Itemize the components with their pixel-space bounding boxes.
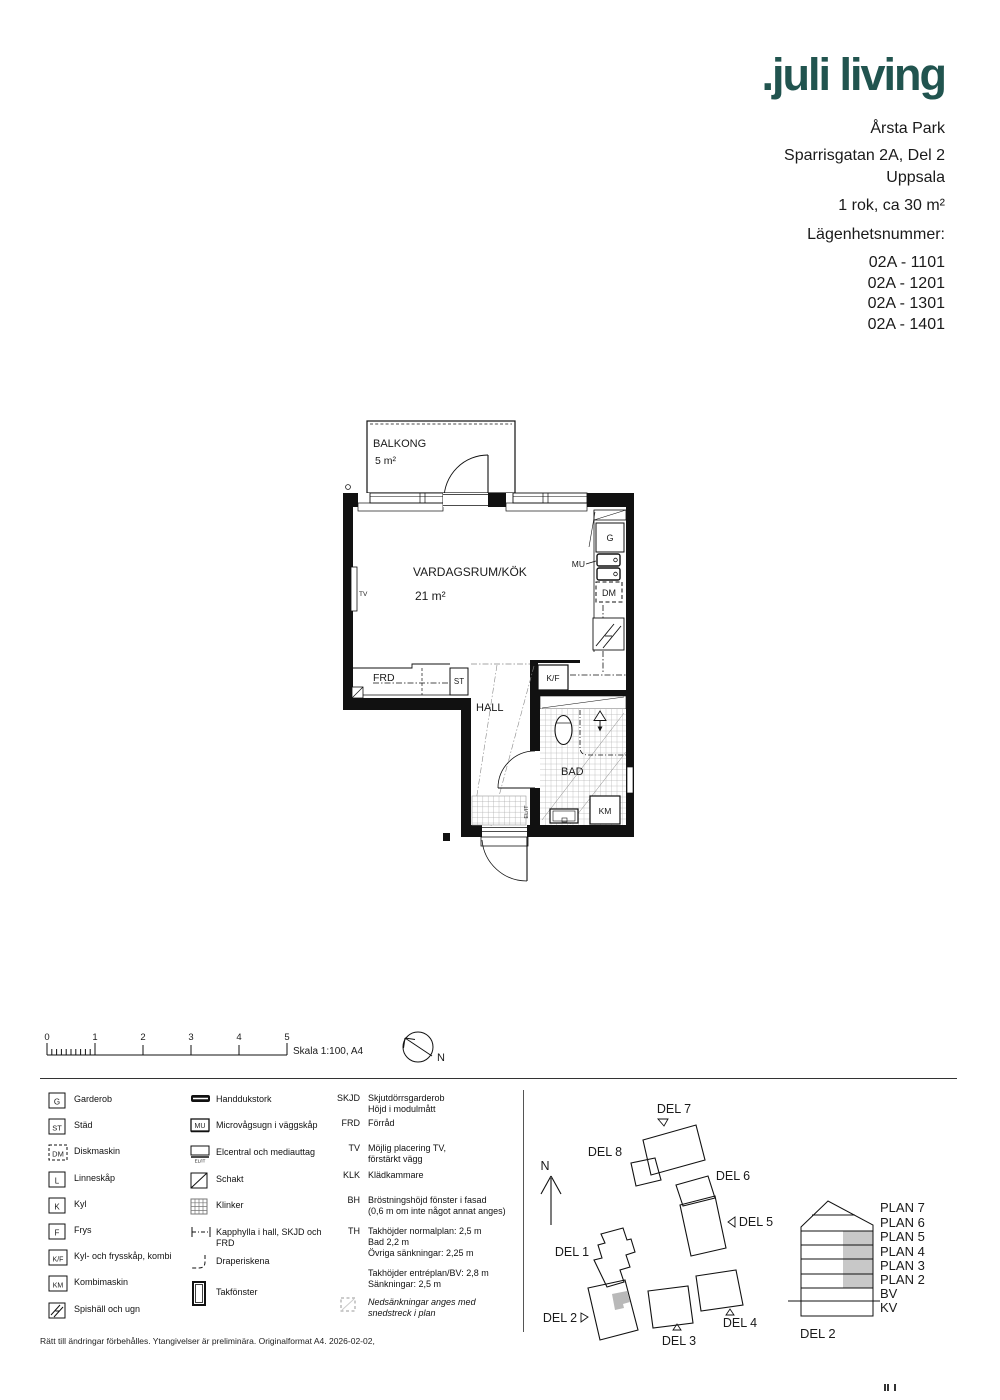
- scale-tick-label: 3: [188, 1032, 194, 1043]
- legend-item: [190, 1118, 328, 1145]
- svg-text:ST: ST: [52, 1123, 62, 1133]
- disclaimer-text: Rätt till ändringar förbehålles. Ytangivelser är preliminära. Originalformat A4. 2026-02-02,: [40, 1336, 375, 1346]
- linen-symbol-icon: [48, 1171, 74, 1189]
- toilet: [555, 716, 572, 745]
- scale-tick-label: 5: [284, 1032, 290, 1043]
- svg-text:L: L: [54, 1176, 60, 1186]
- fridge-symbol-icon: [48, 1197, 74, 1215]
- washbasin: [550, 809, 578, 823]
- legend-label: Garderob: [74, 1094, 113, 1104]
- legend-text: Förråd: [368, 1118, 395, 1128]
- scale-tick-label: 4: [236, 1032, 242, 1043]
- legend-item: [190, 1254, 328, 1281]
- legend-abbr: SKJD: [336, 1093, 360, 1103]
- floor-label: KV: [880, 1300, 898, 1315]
- svg-text:MU: MU: [194, 1123, 206, 1130]
- legend-abbr: FRD: [341, 1118, 360, 1128]
- legend-label: Kapphylla i hall, SKJD och FRD: [216, 1227, 322, 1248]
- scale-tick-label: 0: [44, 1032, 50, 1043]
- page-artifact: [887, 1384, 889, 1391]
- legend-item: [330, 1226, 520, 1268]
- building-del4: [696, 1270, 743, 1311]
- building-label: DEL 5: [738, 1215, 774, 1229]
- microwave-label: MU: [571, 559, 585, 569]
- apartment-number-label: Lägenhetsnummer:: [807, 226, 945, 243]
- legend-item: [190, 1225, 328, 1254]
- legend-label: Frys: [74, 1225, 92, 1235]
- scale-tick-label: 1: [92, 1032, 98, 1043]
- tv-position: [351, 567, 368, 611]
- cleaning-closet-label: ST: [453, 677, 465, 686]
- building-label: DEL 3: [661, 1334, 697, 1348]
- stove: [593, 618, 624, 650]
- bath-door: [498, 751, 535, 788]
- legend-text: Bröstningshöjd fönster i fasad (0,6 m om inte något annat anges): [368, 1195, 506, 1216]
- legend-abbr: BH: [347, 1195, 360, 1205]
- wardrobe-symbol-icon: [48, 1092, 74, 1110]
- legend-item: [48, 1197, 188, 1223]
- freezer-symbol-icon: [48, 1223, 74, 1241]
- legend-text: Skjutdörrsgarderob Höjd i modulmått: [368, 1093, 445, 1114]
- dishwasher-label: DM: [602, 588, 616, 598]
- legend-item: [48, 1118, 188, 1144]
- legend-item: [330, 1143, 520, 1170]
- curtain-rail-symbol-icon: [190, 1254, 216, 1272]
- site-plan: [528, 1088, 783, 1356]
- building-label: DEL 4: [722, 1316, 758, 1330]
- floor-label: PLAN 3: [880, 1258, 925, 1273]
- legend-abbr: TV: [348, 1143, 360, 1153]
- compass-icon: [403, 1032, 433, 1062]
- legend-text: Takhöjder entréplan/BV: 2,8 m Sänkningar: 2,5 m: [368, 1268, 489, 1289]
- legend-label: Kyl: [74, 1199, 87, 1209]
- floor-label: PLAN 7: [880, 1200, 925, 1215]
- apartment-number: 02A - 1401: [867, 315, 945, 333]
- legend-item: [190, 1281, 328, 1311]
- legend-label: Microvågsugn i väggskåp: [216, 1120, 318, 1130]
- legend-item: [48, 1302, 188, 1328]
- skylight-symbol-icon: [190, 1281, 216, 1307]
- windows: [358, 493, 587, 511]
- floor-label: PLAN 6: [880, 1215, 925, 1230]
- hall: [471, 664, 534, 826]
- legend-item: [190, 1172, 328, 1198]
- legend-label: Draperiskena: [216, 1256, 270, 1266]
- legend-text: Takhöjder normalplan: 2,5 m Bad 2,2 m Övriga sänkningar: 2,25 m: [368, 1226, 482, 1258]
- wardrobe-label: G: [606, 533, 614, 543]
- tv-label: TV: [359, 591, 368, 598]
- microwave-symbol-icon: [190, 1118, 216, 1134]
- building-label: DEL 2: [542, 1311, 578, 1325]
- floor-label: PLAN 5: [880, 1229, 925, 1244]
- legend-label: Elcentral och mediauttag: [216, 1147, 316, 1157]
- bath-label: BAD: [561, 766, 584, 778]
- section-marker: [443, 833, 450, 841]
- scale-bar: [40, 1028, 470, 1072]
- logo-text: juli living: [771, 49, 945, 100]
- legend-column-1: [48, 1092, 188, 1328]
- entry-tiles: [472, 796, 526, 825]
- legend-label: Schakt: [216, 1174, 244, 1184]
- apartment-number: 02A - 1301: [867, 295, 945, 312]
- legend-item: [48, 1092, 188, 1118]
- building-label: DEL 1: [554, 1245, 590, 1259]
- legend-item: [330, 1297, 520, 1319]
- kitchen: [570, 510, 626, 675]
- shaft-symbol-icon: [190, 1172, 216, 1190]
- hat-shelf-symbol-icon: [190, 1225, 216, 1239]
- fridge-freezer-symbol-icon: [48, 1249, 74, 1267]
- storage-room: [352, 664, 468, 698]
- highlighted-unit: [612, 1291, 630, 1310]
- electrical-panel-label: EL/IT: [524, 805, 530, 819]
- svg-text:DM: DM: [52, 1149, 64, 1159]
- legend-text: Nedsänkningar anges med snedstreck i plan: [368, 1297, 476, 1318]
- apartment-number-list: [868, 253, 945, 335]
- fridge-freezer: [538, 665, 568, 690]
- brand-logo: [761, 49, 945, 100]
- legend-label: Städ: [74, 1120, 93, 1130]
- legend-abbr: [330, 1268, 368, 1297]
- legend-item: [330, 1093, 520, 1118]
- building-del7: [643, 1125, 705, 1175]
- building-label: DEL 7: [656, 1102, 692, 1116]
- apartment-number: 02A - 1201: [867, 274, 945, 292]
- bath-door-opening: [530, 751, 540, 788]
- legend-label: Spishäll och ugn: [74, 1304, 141, 1314]
- lowered-ceiling-symbol-icon: [330, 1297, 368, 1319]
- towel-rail-icon: [190, 1092, 216, 1106]
- project-name: Årsta Park: [870, 120, 945, 137]
- legend-label: Kyl- och frysskåp, kombi: [74, 1251, 172, 1261]
- building-label: DEL 8: [587, 1145, 623, 1159]
- city-line: Uppsala: [886, 169, 945, 186]
- floor-label: PLAN 4: [880, 1244, 925, 1259]
- page-artifact: [894, 1384, 896, 1391]
- svg-text:F: F: [54, 1228, 60, 1238]
- legend-item: [48, 1249, 188, 1275]
- svg-text:G: G: [53, 1097, 61, 1107]
- dishwasher-symbol-icon: [48, 1144, 74, 1162]
- legend-item: [330, 1268, 520, 1297]
- legend-label: Linneskåp: [74, 1173, 116, 1183]
- floor-label: BV: [880, 1286, 898, 1301]
- building-del2: [588, 1280, 638, 1340]
- living-room-label: VARDAGSRUM/KÖK: [413, 565, 527, 579]
- facade-detail: [346, 485, 351, 490]
- legend-item: [330, 1195, 520, 1226]
- logo-dot: .: [761, 49, 772, 100]
- page-artifact: [884, 1384, 886, 1391]
- elevation-building-label: DEL 2: [800, 1326, 836, 1341]
- electrical-panel-icon: [190, 1145, 216, 1163]
- site-north-arrow: [541, 1176, 561, 1225]
- legend-item: [48, 1171, 188, 1197]
- site-north-label: N: [540, 1159, 550, 1173]
- living-room-area: 21 m²: [415, 589, 446, 603]
- floorplan-drawing: [330, 400, 660, 900]
- building-elevation: [788, 1146, 998, 1396]
- address-line: Sparrisgatan 2A, Del 2: [784, 147, 945, 164]
- legend-abbr: TH: [348, 1226, 360, 1236]
- cleaning-symbol-icon: [48, 1118, 74, 1136]
- compass-north-label: N: [437, 1052, 445, 1064]
- svg-text:EL/IT: EL/IT: [194, 1158, 206, 1163]
- svg-text:K: K: [54, 1202, 60, 1212]
- legend-text: Klädkammare: [368, 1170, 424, 1180]
- svg-text:K/F: K/F: [52, 1256, 64, 1264]
- building-del8: [631, 1158, 661, 1186]
- balcony: [346, 421, 515, 493]
- storage-label: FRD: [373, 672, 395, 684]
- fridge-freezer-label: K/F: [546, 673, 560, 683]
- legend-column-2: [190, 1092, 328, 1311]
- building-del1: [594, 1228, 635, 1287]
- legend-abbr: KLK: [342, 1170, 360, 1180]
- washer-symbol-icon: [48, 1275, 74, 1293]
- washer-dryer-label: KM: [598, 806, 612, 816]
- stove-symbol-icon: [48, 1302, 74, 1320]
- legend-item: [330, 1170, 520, 1195]
- wall-niche: [627, 767, 633, 793]
- scale-caption: Skala 1:100, A4: [293, 1046, 364, 1057]
- svg-text:KM: KM: [52, 1282, 64, 1290]
- washer-dryer: [590, 796, 620, 824]
- legend-item: [190, 1145, 328, 1172]
- legend-divider: [523, 1090, 524, 1332]
- legend-label: Kombimaskin: [74, 1277, 129, 1287]
- apartment-number: 02A - 1101: [868, 254, 945, 271]
- balcony-area: 5 m²: [375, 455, 396, 467]
- legend-item: [330, 1118, 520, 1143]
- legend-label: Handdukstork: [216, 1094, 272, 1104]
- kitchen-sink: [597, 554, 620, 580]
- legend-item: [190, 1092, 328, 1118]
- apartment-size: 1 rok, ca 30 m²: [838, 197, 945, 214]
- legend-label: Takfönster: [216, 1287, 258, 1297]
- legend-text: Möjlig placering TV, förstärkt vägg: [368, 1143, 447, 1164]
- legend-column-3: [330, 1093, 520, 1319]
- legend-item: [48, 1223, 188, 1249]
- legend-item: [190, 1198, 328, 1225]
- legend-item: [48, 1144, 188, 1171]
- hall-label: HALL: [476, 702, 504, 714]
- tiles-symbol-icon: [190, 1198, 216, 1216]
- entry-door: [481, 828, 528, 882]
- building-label: DEL 6: [715, 1169, 751, 1183]
- balcony-door: [444, 455, 488, 499]
- scale-tick-label: 2: [140, 1032, 146, 1043]
- building-del3: [648, 1286, 693, 1328]
- legend-label: Diskmaskin: [74, 1146, 121, 1156]
- floor-label: PLAN 2: [880, 1272, 925, 1287]
- legend-item: [48, 1275, 188, 1302]
- divider-line: [40, 1078, 957, 1079]
- legend-label: Klinker: [216, 1200, 244, 1210]
- balcony-label: BALKONG: [373, 438, 427, 450]
